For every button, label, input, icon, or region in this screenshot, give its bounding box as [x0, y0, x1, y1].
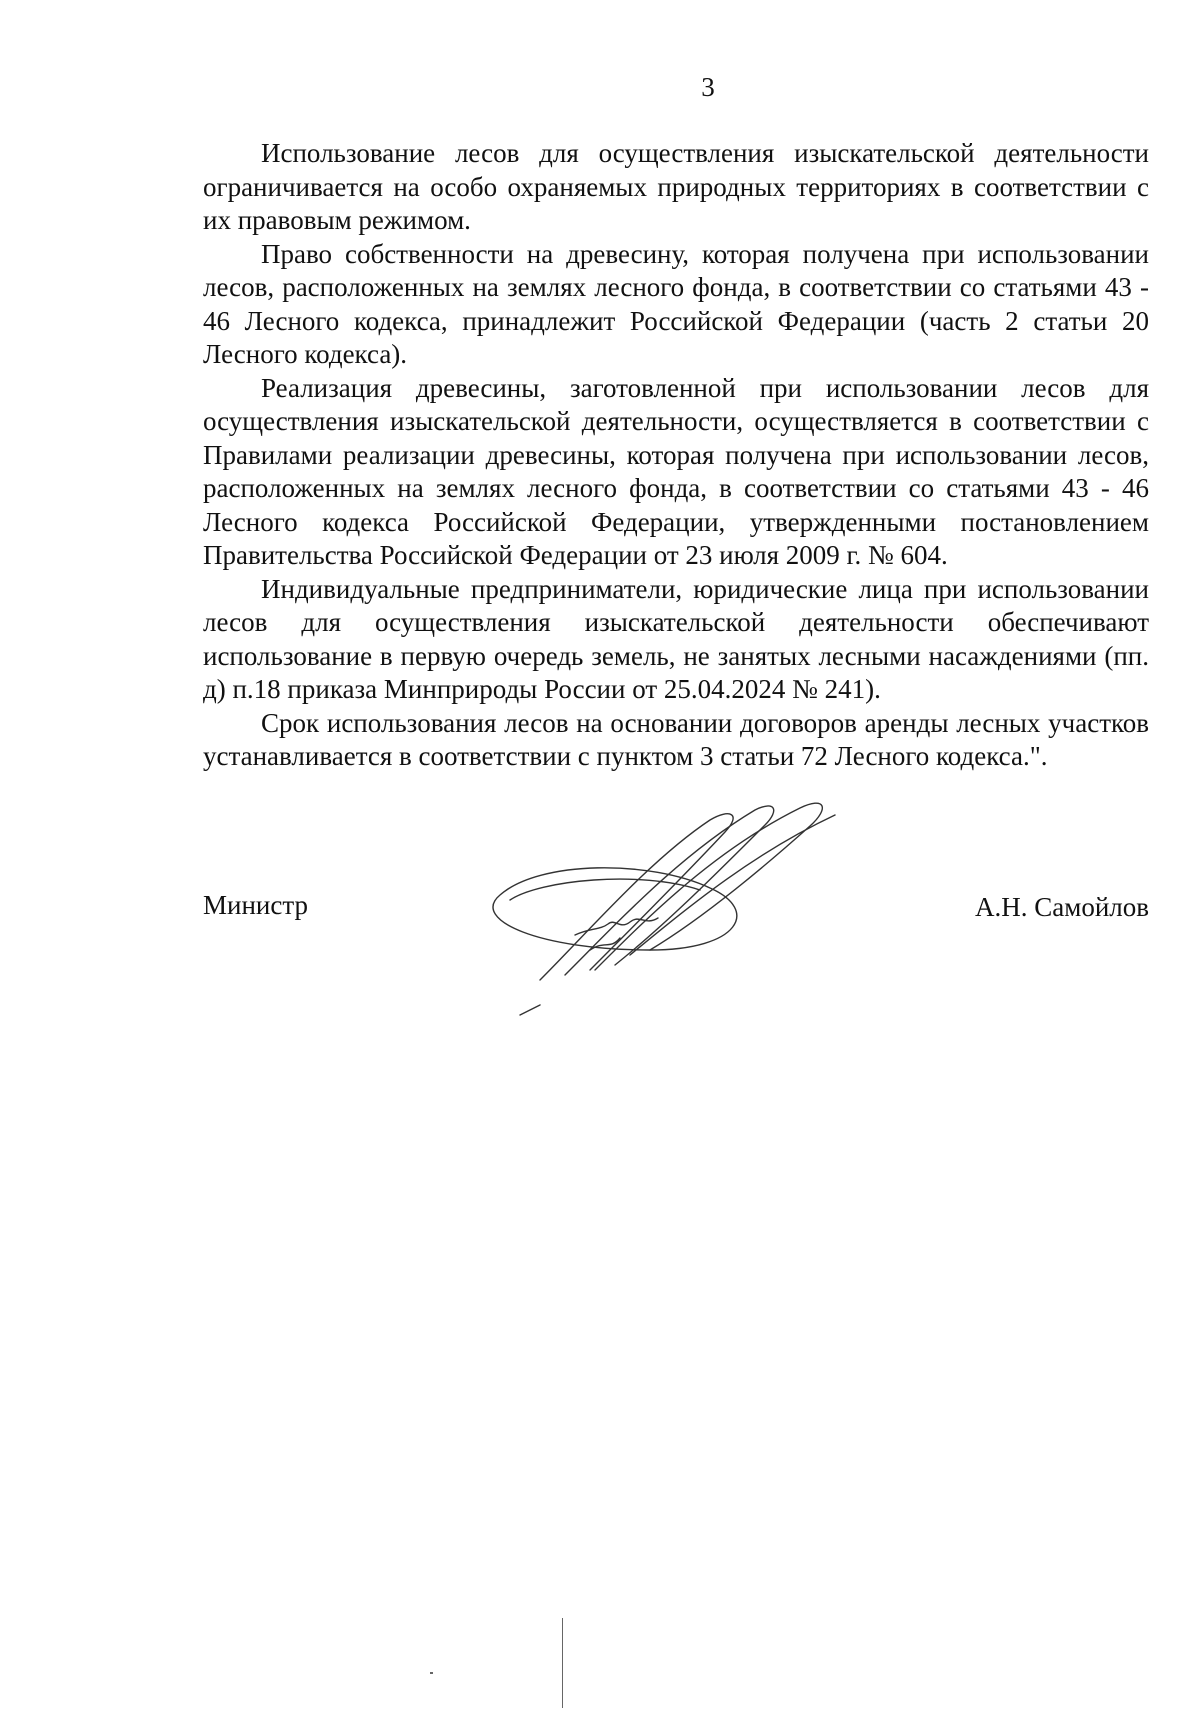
signer-name: А.Н. Самойлов — [975, 892, 1149, 922]
page-number: 3 — [701, 72, 715, 102]
signer-position: Министр — [203, 890, 308, 920]
document-body — [203, 137, 1149, 774]
paragraph-3: Реализация древесины, заготовленной при использовании лесов для осуществления изыскательской деятельности, осуществляется в соответствии с Правилами реализации древесины, которая получена при использовании лесов, расположенных на землях лесного фонда, в соответствии со статьями 43 - 46 Лесного кодекса Российской Федерации, утвержденными постановлением Правительства Российской Федерации от 23 июля 2009 г. № 604. — [203, 372, 1149, 570]
paragraph-4: Индивидуальные предприниматели, юридические лица при использовании лесов для осуществления изыскательской деятельности обеспечивают использование в первую очередь земель, не занятых лесными насаждениями (пп. д) п.18 приказа Минприроды России от 25.04.2024 № 241). — [203, 573, 1149, 704]
signature-block — [203, 890, 1149, 930]
paragraph-2: Право собственности на древесину, которая получена при использовании лесов, расположенных на землях лесного фонда, в соответствии со статьями 43 - 46 Лесного кодекса, принадлежит Российской Федерации (часть 2 статьи 20 Лесного кодекса). — [203, 238, 1149, 369]
paragraph-1: Использование лесов для осуществления изыскательской деятельности ограничивается на особо охраняемых природных территориях в соответствии с их правовым режимом. — [203, 138, 1149, 235]
scan-artifact-line — [562, 1618, 563, 1708]
scan-artifact-dot — [430, 1672, 433, 1674]
paragraph-5: Срок использования лесов на основании договоров аренды лесных участков устанавливается в соответствии с пунктом 3 статьи 72 Лесного кодекса.". — [203, 707, 1149, 771]
